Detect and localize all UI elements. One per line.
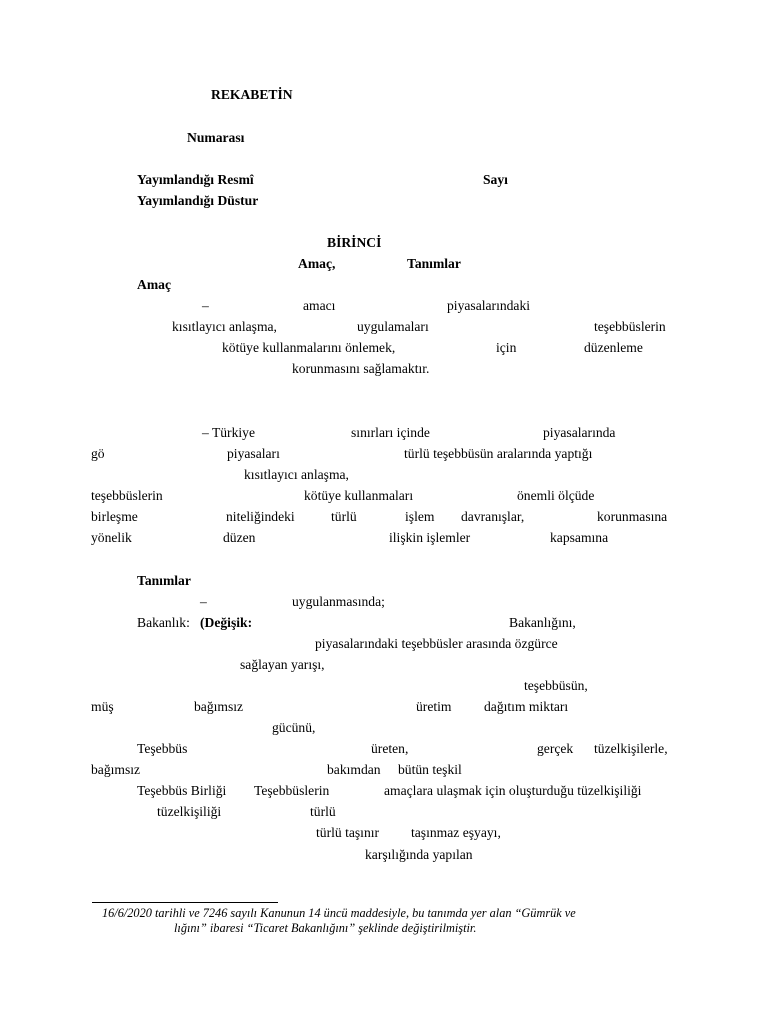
kapsam-text: teşebbüslerin (91, 488, 163, 503)
kapsam-text: türlü teşebbüsün aralarında yaptığı (404, 446, 593, 461)
tanimlar-text: bağımsız (91, 762, 141, 777)
kapsam-text: işlem (405, 509, 435, 524)
kapsam-text: kısıtlayıcı anlaşma, (244, 467, 349, 482)
section-subheading-right: Tanımlar (407, 256, 461, 271)
law-title: REKABETİN (211, 87, 293, 102)
amac-heading: Amaç (137, 277, 171, 292)
kapsam-text: niteliğindeki (226, 509, 295, 524)
kapsam-text: ilişkin işlemler (389, 530, 471, 545)
kapsam-text: piyasalarında (543, 425, 616, 440)
amac-text: piyasalarındaki (447, 298, 531, 313)
kapsam-text: – Türkiye (202, 425, 255, 440)
tanimlar-text: Bakanlığını, (509, 615, 576, 630)
kapsam-text: gö (91, 446, 105, 461)
amac-text: kısıtlayıcı anlaşma, (172, 319, 277, 334)
tanimlar-text: piyasalarındaki teşebbüsler arasında özgürce (315, 636, 558, 651)
tanimlar-text: Teşebbüs (137, 741, 188, 756)
amendment-note: (Değişik: (200, 615, 253, 630)
tanimlar-text: bağımsız (194, 699, 244, 714)
tanimlar-text: gerçek (537, 741, 574, 756)
kapsam-text: kapsamına (550, 530, 609, 545)
tanimlar-text: – (200, 594, 207, 609)
amac-text: için (496, 340, 517, 355)
amac-text: uygulamaları (357, 319, 429, 334)
kapsam-text: önemli ölçüde (517, 488, 595, 503)
amac-text: amacı (303, 298, 336, 313)
number-label: Numarası (187, 130, 245, 145)
amac-dash: – (202, 298, 209, 313)
tanimlar-text: türlü taşınır (316, 825, 380, 840)
tanimlar-text: karşılığında yapılan (365, 847, 473, 862)
tanimlar-text: bütün teşkil (398, 762, 462, 777)
kapsam-text: düzen (223, 530, 256, 545)
tanimlar-heading: Tanımlar (137, 573, 191, 588)
kapsam-text: sınırları içinde (351, 425, 430, 440)
footnote-rule (92, 902, 278, 903)
tanimlar-text: teşebbüsün, (524, 678, 588, 693)
tanimlar-text: taşınmaz eşyayı, (411, 825, 501, 840)
kapsam-text: türlü (331, 509, 357, 524)
amac-text: düzenleme (584, 340, 643, 355)
amac-text: korunmasını sağlamaktır. (292, 361, 430, 376)
section-heading: BİRİNCİ (327, 235, 382, 250)
amac-text: kötüye kullanmalarını önlemek, (222, 340, 396, 355)
section-subheading-left: Amaç, (298, 256, 336, 271)
tanimlar-text: uygulanmasında; (292, 594, 385, 609)
gazette-label: Yayımlandığı Resmî (137, 172, 254, 187)
kapsam-text: davranışlar, (461, 509, 525, 524)
kapsam-text: korunmasına (597, 509, 668, 524)
tanimlar-text: Bakanlık: (137, 615, 190, 630)
issue-label: Sayı (483, 172, 508, 187)
tanimlar-text: tüzelkişilerle, (594, 741, 668, 756)
footnote-line: 16/6/2020 tarihli ve 7246 sayılı Kanunun 14 üncü maddesiyle, bu tanımda yer alan “Gümrük ve (102, 906, 576, 920)
kapsam-text: kötüye kullanmaları (304, 488, 414, 503)
kapsam-text: piyasaları (227, 446, 280, 461)
tanimlar-text: türlü (310, 804, 336, 819)
kapsam-text: yönelik (91, 530, 132, 545)
tanimlar-text: müş (91, 699, 114, 714)
footnote-line: lığını” ibaresi “Ticaret Bakanlığını” şeklinde değiştirilmiştir. (174, 921, 477, 935)
tanimlar-text: bakımdan (327, 762, 381, 777)
tanimlar-text: Teşebbüs Birliği (137, 783, 227, 798)
tanimlar-text: tüzelkişiliği (157, 804, 222, 819)
tanimlar-text: Teşebbüslerin (254, 783, 330, 798)
tanimlar-text: üreten, (371, 741, 409, 756)
tanimlar-text: üretim (416, 699, 452, 714)
kapsam-text: birleşme (91, 509, 138, 524)
tanimlar-text: gücünü, (272, 720, 316, 735)
tanimlar-text: sağlayan yarışı, (240, 657, 325, 672)
tanimlar-text: amaçlara ulaşmak için oluşturduğu tüzelkişiliği (384, 783, 642, 798)
dustur-label: Yayımlandığı Düstur (137, 193, 259, 208)
amac-text: teşebbüslerin (594, 319, 666, 334)
tanimlar-text: dağıtım miktarı (484, 699, 569, 714)
